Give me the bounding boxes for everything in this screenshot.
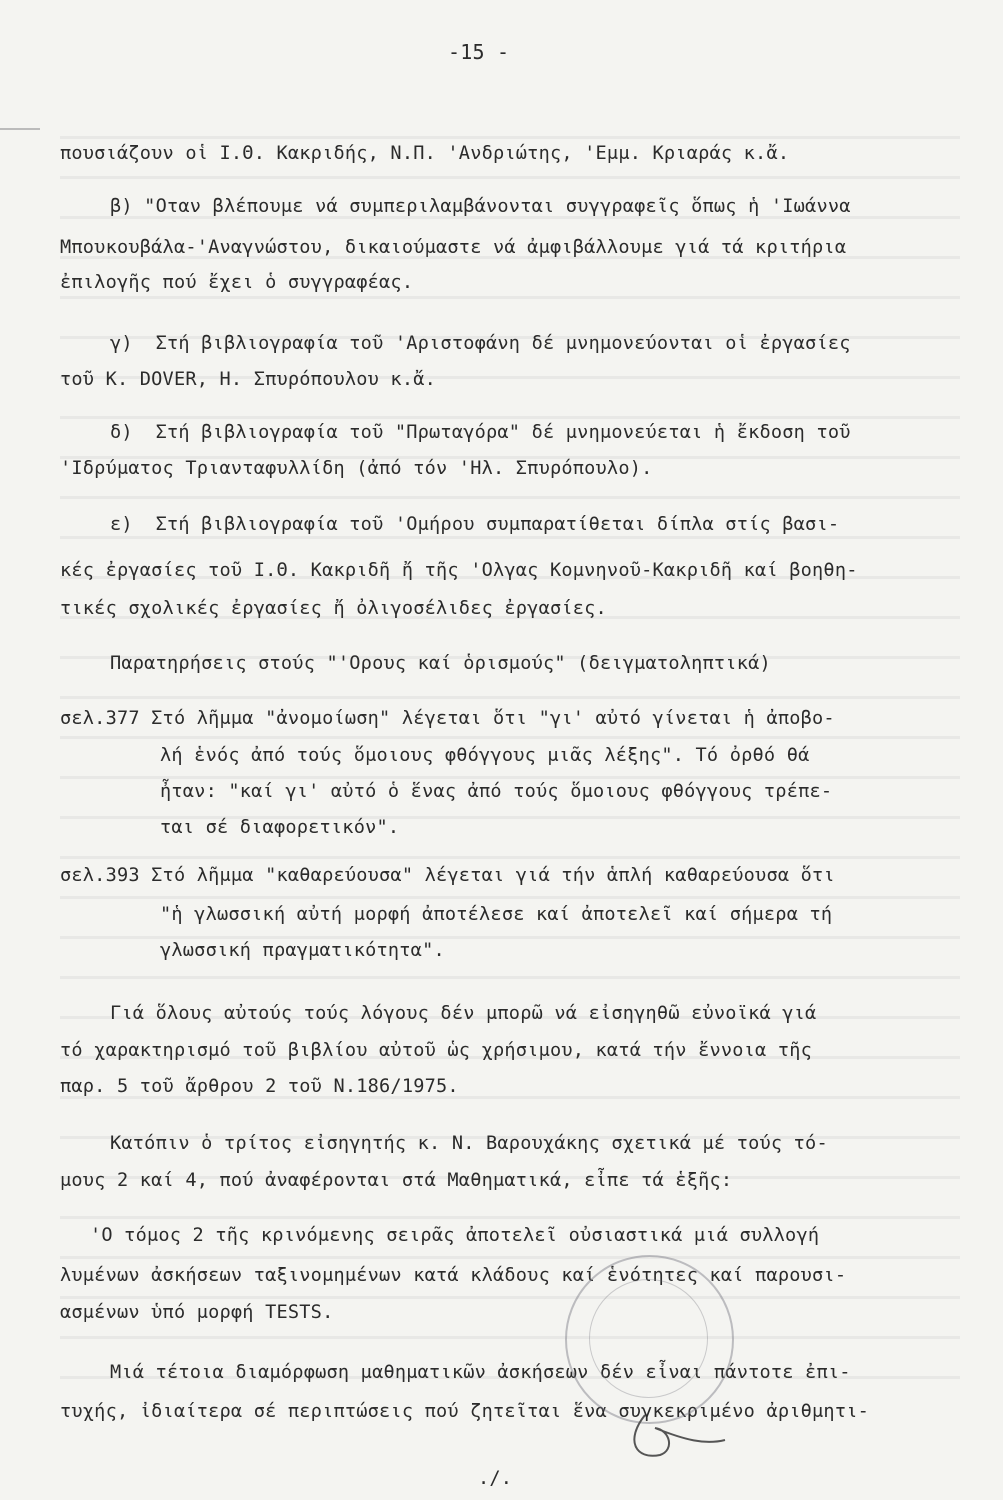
signature [615,1400,735,1470]
official-stamp [565,1255,734,1424]
text-line: λή ἑνός ἀπό τούς ὅμοιους φθόγγους μιᾶς λέξης". Τό ὀρθό θά [160,745,810,766]
text-line: Κατόπιν ὁ τρίτος εἰσηγητής κ. Ν. Βαρουχάκης σχετικά μέ τούς τό- [110,1133,828,1154]
text-line: πουσιάζουν οἱ Ι.Θ. Κακριδής, Ν.Π. 'Ανδριώτης, 'Εμμ. Κριαράς κ.ἄ. [60,143,790,164]
text-line: τυχής, ἰδιαίτερα σέ περιπτώσεις πού ζητεῖται ἕνα συγκεκριμένο ἀριθμητι- [60,1401,870,1422]
text-line: λυμένων ἀσκήσεων ταξινομημένων κατά κλάδους καί ἑνότητες καί παρουσι- [60,1265,847,1286]
text-line: Γιά ὅλους αὐτούς τούς λόγους δέν μπορῶ νά εἰσηγηθῶ εὐνοϊκά γιά [110,1003,817,1024]
text-line: παρ. 5 τοῦ ἄρθρου 2 τοῦ Ν.186/1975. [60,1076,459,1097]
text-line: 'Ιδρύματος Τριανταφυλλίδη (ἀπό τόν 'Ηλ. Σπυρόπουλο). [60,458,653,479]
text-line: Μπουκουβάλα-'Αναγνώστου, δικαιούμαστε νά ἀμφιβάλλουμε γιά τά κριτήρια [60,237,847,258]
text-line: "ἡ γλωσσική αὐτή μορφή ἀποτέλεσε καί ἀποτελεῖ καί σήμερα τή [160,904,833,925]
continuation-mark: ./. [478,1468,513,1489]
text-line: δ) Στή βιβλιογραφία τοῦ "Πρωταγόρα" δέ μνημονεύεται ἡ ἔκδοση τοῦ [110,422,851,443]
text-line: τοῦ K. DOVER, Η. Σπυρόπουλου κ.ἄ. [60,369,437,390]
text-line: σελ.377 Στό λῆμμα "ἀνομοίωση" λέγεται ὅτι "γι' αὐτό γίνεται ἡ ἀποβο- [60,708,835,729]
text-line: ἐπιλογῆς πού ἔχει ὁ συγγραφέας. [60,272,414,293]
text-line: μους 2 καί 4, πού ἀναφέρονται στά Μαθηματικά, εἶπε τά ἑξῆς: [60,1170,733,1191]
text-line: γλωσσική πραγματικότητα". [160,940,445,961]
section-heading: Παρατηρήσεις στούς "'Ορους καί ὁρισμούς" (δειγματοληπτικά) [110,653,771,674]
text-line: 'Ο τόμος 2 τῆς κρινόμενης σειρᾶς ἀποτελεῖ οὐσιαστικά μιά συλλογή [90,1225,820,1246]
text-line: ε) Στή βιβλιογραφία τοῦ 'Ομήρου συμπαρατίθεται δίπλα στίς βασι- [110,514,840,535]
text-line: ἦταν: "καί γι' αὐτό ὁ ἕνας ἀπό τούς ὅμοιους φθόγγους τρέπε- [160,781,833,802]
text-line: Μιά τέτοια διαμόρφωση μαθηματικῶν ἀσκήσεων δέν εἶναι πάντοτε ἐπι- [110,1362,851,1383]
text-line: γ) Στή βιβλιογραφία τοῦ 'Αριστοφάνη δέ μνημονεύονται οἱ ἐργασίες [110,333,851,354]
text-line: σελ.393 Στό λῆμμα "καθαρεύουσα" λέγεται γιά τήν ἁπλή καθαρεύουσα ὅτι [60,865,835,886]
text-line: ται σέ διαφορετικόν". [160,817,400,838]
text-line: κές ἐργασίες τοῦ Ι.Θ. Κακριδῆ ἤ τῆς 'Ολγας Κομνηνοῦ-Κακριδῆ καί βοηθη- [60,560,858,581]
margin-mark [0,128,40,130]
text-line: τικές σχολικές ἐργασίες ἤ ὀλιγοσέλιδες ἐργασίες. [60,598,607,619]
page-number: -15 - [448,40,510,64]
text-line: β) "Οταν βλέπουμε νά συμπεριλαμβάνονται συγγραφεῖς ὅπως ἡ 'Ιωάννα [110,196,851,217]
text-line: τό χαρακτηρισμό τοῦ βιβλίου αὐτοῦ ὡς χρήσιμου, κατά τήν ἔννοια τῆς [60,1040,813,1061]
text-line: ασμένων ὑπό μορφή TESTS. [60,1302,334,1323]
